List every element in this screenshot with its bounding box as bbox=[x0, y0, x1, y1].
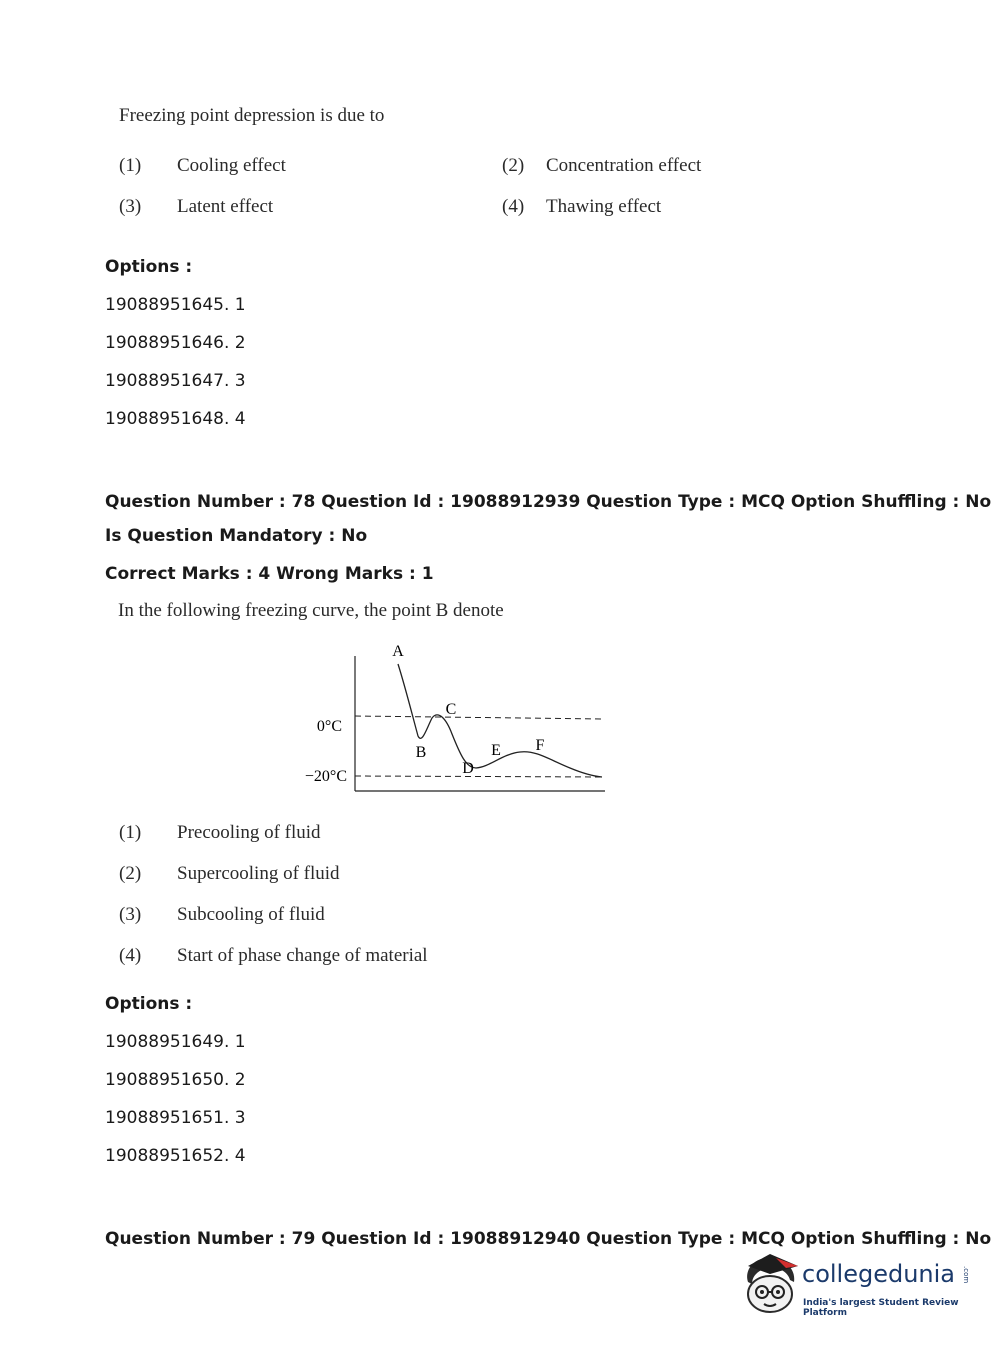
choice-text: Cooling effect bbox=[177, 155, 286, 176]
choice-4 bbox=[119, 945, 428, 967]
options-label: Options : bbox=[105, 257, 193, 277]
choice-number: (3) bbox=[119, 196, 142, 217]
question-prompt: Freezing point depression is due to bbox=[119, 105, 385, 126]
choice-3 bbox=[119, 196, 273, 218]
choice-2 bbox=[502, 155, 701, 177]
minus-twenty-line bbox=[355, 776, 605, 777]
choice-number: (4) bbox=[502, 196, 525, 217]
option-id: 19088951645. 1 bbox=[105, 295, 246, 315]
logo-tagline: India's largest Student Review Platform bbox=[803, 1298, 959, 1318]
choice-text: Precooling of fluid bbox=[177, 822, 321, 843]
question-meta: Question Number : 79 Question Id : 19088912940 Question Type : MCQ Option Shuffling : No bbox=[105, 1229, 992, 1249]
option-id: 19088951651. 3 bbox=[105, 1108, 246, 1128]
freezing-curve-figure bbox=[280, 636, 620, 796]
logo-wordmark: collegedunia bbox=[802, 1260, 956, 1288]
point-label-a: A bbox=[392, 643, 404, 660]
point-label-e: E bbox=[491, 742, 501, 759]
choice-2 bbox=[119, 863, 340, 885]
temp-label-zero: 0°C bbox=[316, 718, 342, 735]
choice-text: Supercooling of fluid bbox=[177, 863, 340, 884]
option-id: 19088951650. 2 bbox=[105, 1070, 246, 1090]
cooling-curve bbox=[398, 664, 602, 777]
choice-number: (3) bbox=[119, 904, 142, 925]
choice-4 bbox=[502, 196, 661, 218]
question-meta: Question Number : 78 Question Id : 19088912939 Question Type : MCQ Option Shuffling : No bbox=[105, 492, 992, 512]
option-id: 19088951647. 3 bbox=[105, 371, 246, 391]
choice-number: (1) bbox=[119, 822, 142, 843]
temp-label-minus-twenty: −20°C bbox=[304, 768, 347, 785]
choice-number: (1) bbox=[119, 155, 142, 176]
choice-text: Subcooling of fluid bbox=[177, 904, 325, 925]
choice-text: Latent effect bbox=[177, 196, 274, 217]
question-mandatory: Is Question Mandatory : No bbox=[105, 526, 368, 546]
choice-number: (4) bbox=[119, 945, 142, 966]
choice-1 bbox=[119, 822, 321, 844]
point-label-d: D bbox=[462, 760, 474, 777]
option-id: 19088951648. 4 bbox=[105, 409, 246, 429]
choice-1 bbox=[119, 155, 286, 177]
option-id: 19088951649. 1 bbox=[105, 1032, 246, 1052]
choice-number: (2) bbox=[502, 155, 525, 176]
zero-degree-line bbox=[355, 716, 605, 719]
choice-number: (2) bbox=[119, 863, 142, 884]
point-label-c: C bbox=[445, 701, 457, 718]
choice-text: Concentration effect bbox=[546, 155, 702, 176]
question-prompt: In the following freezing curve, the point B denote bbox=[118, 600, 504, 621]
choice-text: Thawing effect bbox=[546, 196, 662, 217]
choice-text: Start of phase change of material bbox=[177, 945, 428, 966]
question-marks: Correct Marks : 4 Wrong Marks : 1 bbox=[105, 564, 434, 584]
point-label-b: B bbox=[415, 744, 427, 761]
collegedunia-logo bbox=[740, 1252, 980, 1322]
mascot-icon bbox=[740, 1252, 802, 1320]
options-label: Options : bbox=[105, 994, 193, 1014]
choice-3 bbox=[119, 904, 325, 926]
logo-domain-suffix: .com bbox=[962, 1266, 970, 1284]
option-id: 19088951646. 2 bbox=[105, 333, 246, 353]
option-id: 19088951652. 4 bbox=[105, 1146, 246, 1166]
point-label-f: F bbox=[535, 737, 545, 754]
